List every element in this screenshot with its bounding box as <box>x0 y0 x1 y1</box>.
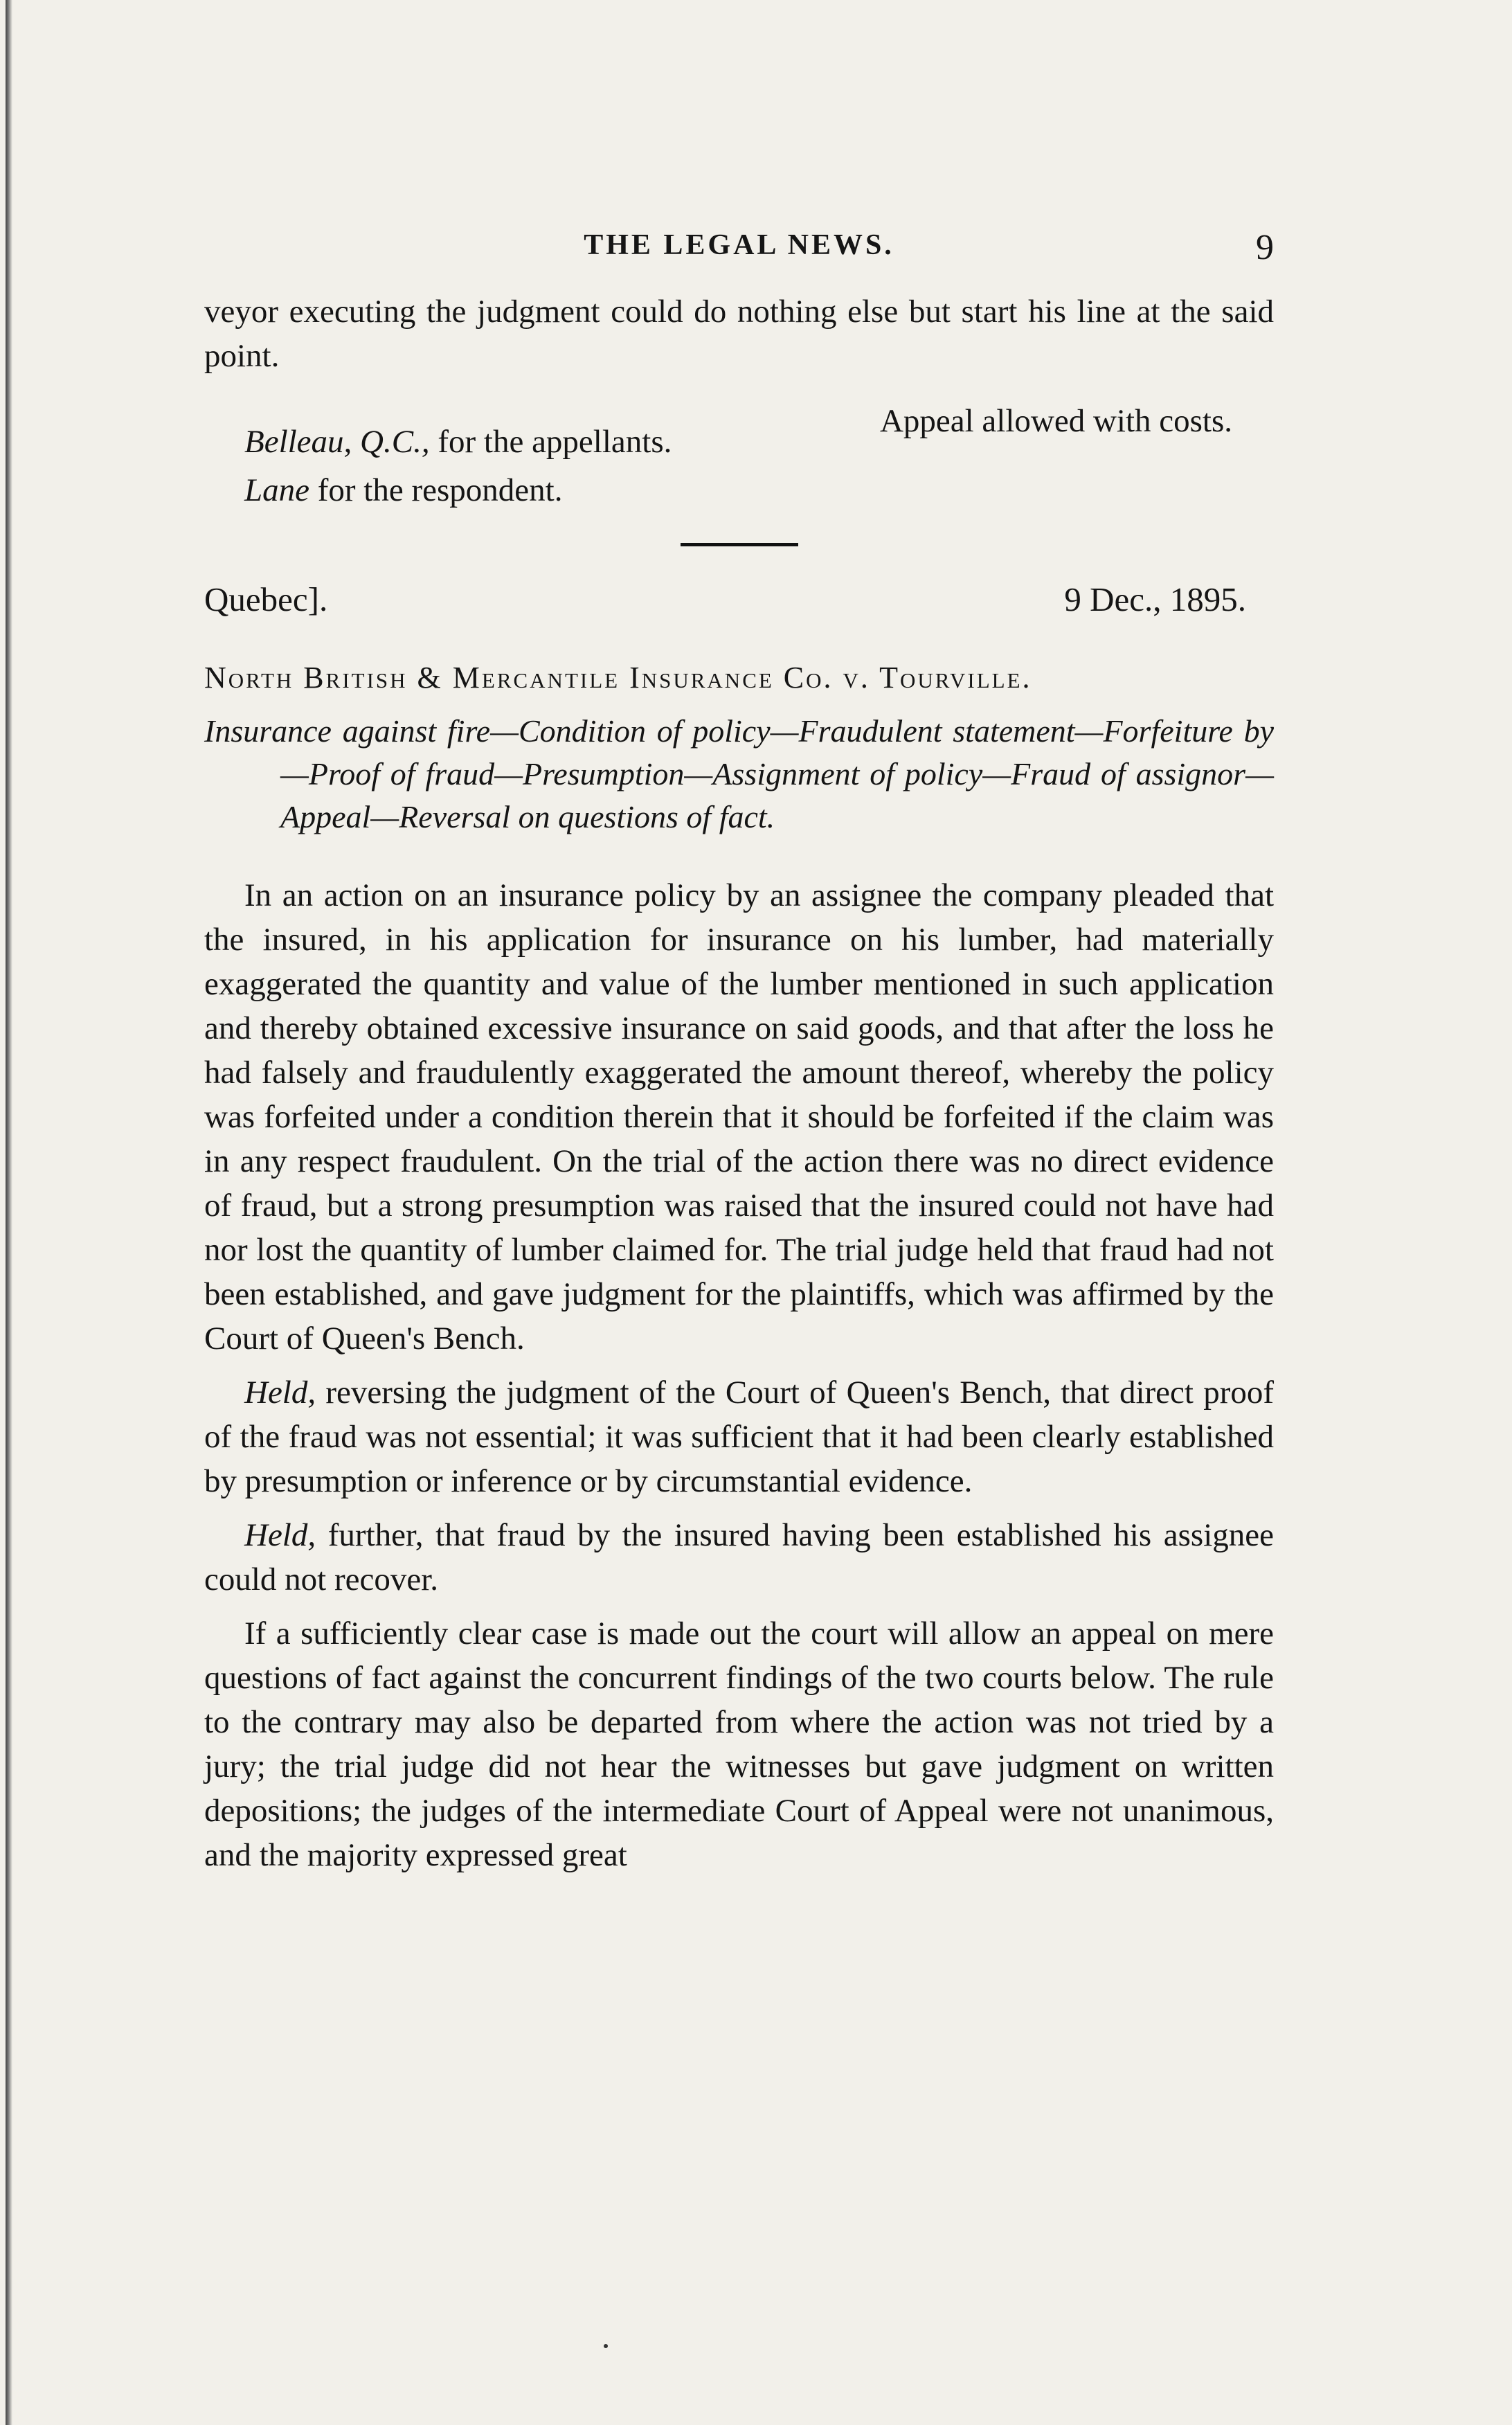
appeal-result: Appeal allowed with costs. <box>879 403 1232 439</box>
case-headnote: Insurance against fire—Condition of policy—Fraudulent statement—Forfeiture by—Proof of fraud—Presumption—Assignment of policy—Fraud of assignor—Appeal—Reversal on questions of fact. <box>204 713 1274 834</box>
abstract-paragraph-held-2 <box>204 1513 1274 1602</box>
held-label: Held, <box>244 1375 316 1411</box>
counsel-appellants-role: for the appellants. <box>429 424 672 460</box>
counsel-appellants-name: Belleau, Q.C., <box>244 424 430 460</box>
previous-case-disposition <box>204 399 1274 517</box>
previous-case-closing-text: veyor executing the judgment could do nothing else but start his line at the said point. <box>204 294 1274 374</box>
abstract-paragraph-appeal-rule: If a sufficiently clear case is made out the court will allow an appeal on mere questions of fact against the concurrent findings of the two courts below. The rule to the contrary may also be departed from where the action was not tried by a jury; the trial judge did not hear the witnesses but gave judgment on written depositions; the judges of the intermediate Court of Appeal were not unanimous, and the majority expressed great <box>204 1616 1274 1873</box>
page-number: 9 <box>1256 228 1274 267</box>
held-label: Held, <box>244 1517 316 1553</box>
counsel-respondent-name: Lane <box>244 472 309 508</box>
scan-speck <box>604 2344 608 2348</box>
case-abstract <box>204 873 1274 1877</box>
abstract-paragraph-facts: In an action on an insurance policy by an assignee the company pleaded that the insured, in his application for insurance on his lumber, had materially exaggerated the quantity and value of the lumber mentioned in such application and thereby obtained excessive insurance on said goods, and that after the loss he had falsely and fraudulently exaggerated the amount thereof, whereby the policy was forfeited under a condition therein that it should be forfeited if the claim was in any respect fraudulent. On the trial of the action there was no direct evidence of fraud, but a strong presumption was raised that the insured could not have had nor lost the quantity of lumber claimed for. The trial judge held that fraud had not been established, and gave judgment for the plaintiffs, which was affirmed by the Court of Queen's Bench. <box>204 877 1274 1357</box>
scan-binding-edge <box>6 0 12 2425</box>
abstract-paragraph-held-1 <box>204 1370 1274 1503</box>
section-divider <box>681 543 798 546</box>
counsel-respondent <box>244 468 562 512</box>
counsel-respondent-role: for the respondent. <box>309 472 563 508</box>
counsel-appellants <box>244 420 672 464</box>
held-text: further, that fraud by the insured having been established his assignee could not recover. <box>204 1517 1274 1598</box>
case-court: Quebec]. <box>204 580 328 618</box>
case-court-date <box>204 580 1274 628</box>
page <box>204 222 1274 1887</box>
case-date: 9 Dec., 1895. <box>1064 580 1246 618</box>
running-title: THE LEGAL NEWS. <box>584 229 894 261</box>
case-title: North British & Mercantile Insurance Co. v. Tourville. <box>204 661 1032 695</box>
page-header <box>204 222 1274 284</box>
held-text: reversing the judgment of the Court of Queen's Bench, that direct proof of the fraud was not essential; it was sufficient that it had been clearly established by presumption or inference or by circumstantial evidence. <box>204 1375 1274 1499</box>
